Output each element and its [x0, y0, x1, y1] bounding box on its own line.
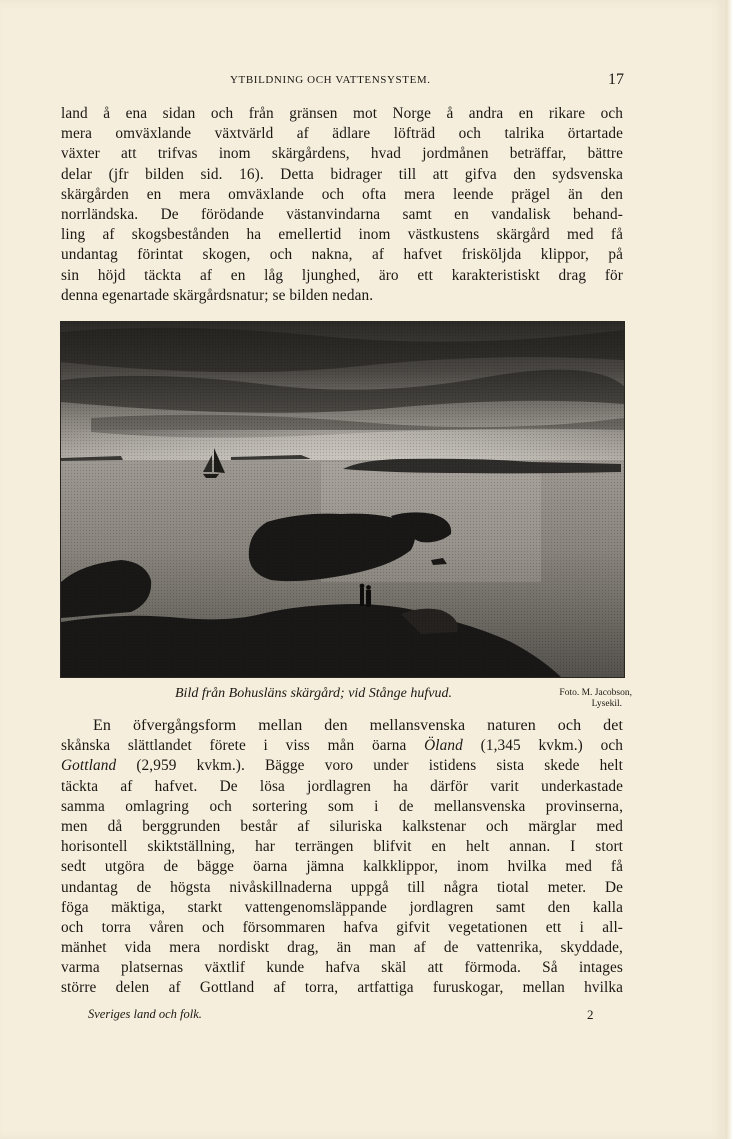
text-line: samma omlagring och sortering som i de mellansvenska provinserna, [61, 797, 623, 815]
halftone-photograph [60, 321, 625, 678]
footer-book-title: Sveriges land och folk. [88, 1007, 202, 1021]
text-line: täckta af hafvet. De lösa jordlagren ha därför varit underkastade [61, 777, 623, 795]
page-edge [726, 0, 733, 1139]
paragraph-2 [61, 716, 623, 999]
text-line: horisontell skiktställning, har terrängen blifvit en helt annan. I stort [61, 838, 623, 856]
text-line [61, 756, 623, 776]
text-line: skärgården en mera omväxlande och ofta mera leende prägel än den [61, 185, 623, 203]
text-line: mera omväxlande växtvärld af ädlare löfträd och talrika örtartade [61, 125, 623, 143]
seascape-illustration [61, 322, 624, 677]
text-line: större delen af Gottland af torra, artfattiga furuskogar, mellan hvilka [61, 979, 623, 997]
text-line [61, 736, 623, 756]
text-line: mänhet vida mera nordiskt drag, än man af de vattenrika, skyddade, [61, 939, 623, 957]
text-line: undantag de högsta nivåskillnaderna uppgå till några tiotal meter. De [61, 878, 623, 896]
text-line: men då berggrunden består af siluriska kalkstenar och märglar med [61, 817, 623, 835]
island-name: Gottland [61, 757, 117, 775]
text-line: denna egenartade skärgårdsnatur; se bilden nedan. [61, 286, 374, 304]
text-line: undantag förintat skogen, och nakna, af hafvet frisköljda klippor, på [61, 246, 623, 264]
text-line: växter att trifvas inom skärgårdens, hvad jordmånen beträffar, bättre [61, 145, 623, 163]
text-line: föga mäktiga, starkt vattengenomsläppande jordlagren samt den kalla [61, 898, 623, 916]
text-fragment: (1,345 kvkm.) och [480, 737, 623, 755]
text-line: delar (jfr bilden sid. 16). Detta bidrager till att gifva den sydsvenska [61, 165, 623, 183]
figure-caption: Bild från Bohusläns skärgård; vid Stånge hufvud. [175, 686, 452, 701]
page-header [60, 71, 626, 91]
text-line: En öfvergångsform mellan den mellansvenska naturen och det [93, 717, 623, 734]
text-line: norrländska. De förödande västanvindarna samt en vandalisk behand- [61, 205, 623, 223]
text-fragment: (2,959 kvkm.). Bägge voro under istidens sista skede helt [136, 757, 623, 775]
text-fragment: skånska slättlandet förete i viss mån öarna [61, 737, 407, 755]
running-title: YTBILDNING OCH VATTENSYSTEM. [230, 74, 431, 86]
paragraph-1 [61, 104, 623, 306]
photo-credit-line: Lysekil. [591, 699, 622, 709]
photo-credit-line: Foto. M. Jacobson, [559, 688, 632, 698]
text-line: ling af skogsbestånden ha emellertid inom västkustens skärgård med få [61, 226, 623, 244]
text-line: varma platsernas växtlif kunde hafva skäl att förmoda. Så intages [61, 959, 623, 977]
footer-signature: 2 [587, 1007, 594, 1022]
text-line: land å ena sidan och från gränsen mot Norge å andra en rikare och [61, 105, 623, 122]
page-number: 17 [608, 71, 624, 88]
island-name: Öland [424, 737, 463, 755]
photo-credit [522, 688, 632, 710]
text-line: sin höjd täckta af en låg ljunghed, äro ett karakteristiskt drag för [61, 266, 623, 284]
text-line: sedt utgöra de bägge öarna jämna kalkklippor, inom hvilka med få [61, 858, 623, 876]
text-line: och torra våren och försommaren hafva gifvit vegetationen ett i all- [61, 918, 623, 936]
